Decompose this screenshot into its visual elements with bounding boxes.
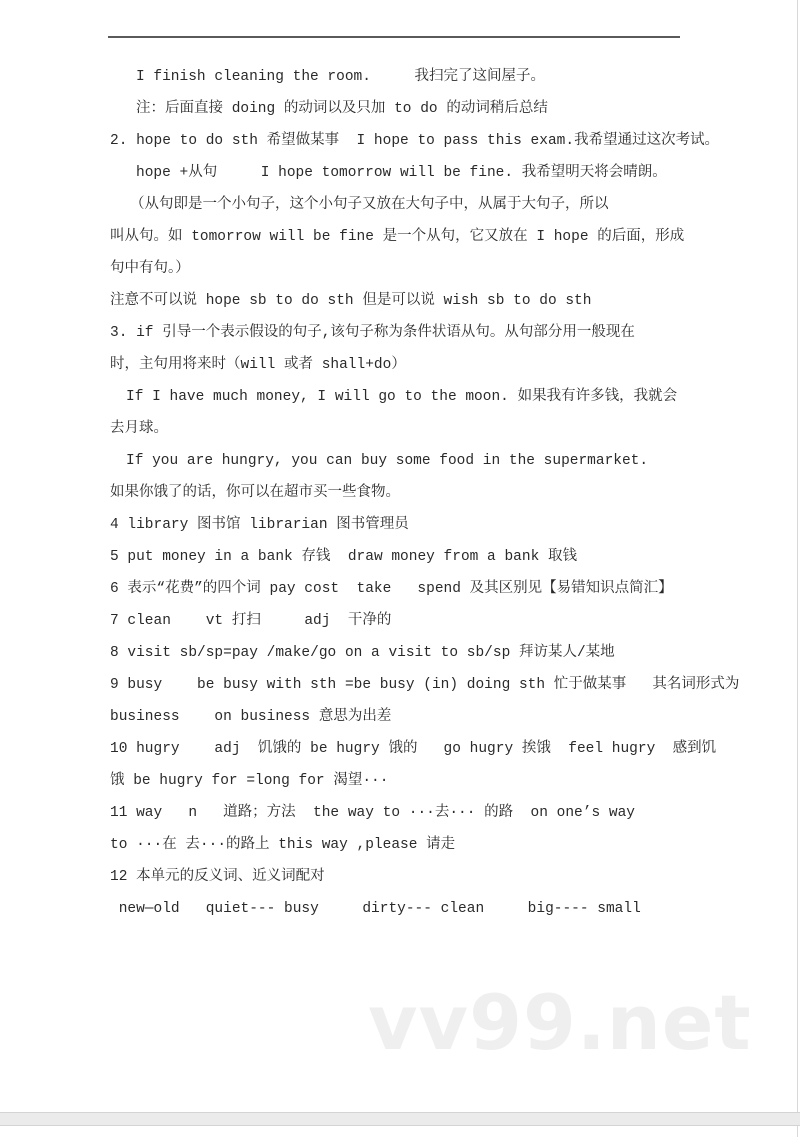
text-line-if-example-2: If you are hungry, you can buy some food in the supermarket. xyxy=(126,453,649,469)
text-line-clause-explanation-2: 叫从句。如 tomorrow will be fine 是一个从句，它又放在 I hope 的后面，形成 xyxy=(110,229,685,245)
next-page-edge xyxy=(0,1126,798,1137)
text-line-item-6-spend: 6 表示“花费”的四个词 pay cost take spend 及其区别见【易错知识点简汇】 xyxy=(110,581,673,597)
text-line-item-9-business: business on business 意思为出差 xyxy=(110,709,392,725)
document-body xyxy=(110,64,740,928)
text-line-antonym-pairs: new—old quiet--- busy dirty--- clean big---- small xyxy=(110,901,641,917)
text-line-clause-explanation-3: 句中有句。） xyxy=(110,261,190,277)
text-line-item-2-hope: 2. hope to do sth 希望做某事 I hope to pass this exam.我希望通过这次考试。 xyxy=(110,133,720,149)
text-line-item-12-antonyms: 12 本单元的反义词、近义词配对 xyxy=(110,869,325,885)
text-line-item-4-library: 4 library 图书馆 librarian 图书管理员 xyxy=(110,517,409,533)
text-line-clause-explanation-1: （从句即是一个小句子，这个小句子又放在大句子中，从属于大句子，所以 xyxy=(130,197,609,213)
text-line-item-9-busy: 9 busy be busy with sth =be busy (in) doing sth 忙于做某事 其名词形式为 xyxy=(110,677,740,693)
text-line-item-3-if: 3. if 引导一个表示假设的句子,该句子称为条件状语从句。从句部分用一般现在 xyxy=(110,325,635,341)
text-line-note: 注：后面直接 doing 的动词以及只加 to do 的动词稍后总结 xyxy=(136,101,548,117)
text-line-hope-clause: hope +从句 I hope tomorrow will be fine. 我希望明天将会晴朗。 xyxy=(136,165,667,181)
text-line-hope-wish-note: 注意不可以说 hope sb to do sth 但是可以说 wish sb to do sth xyxy=(110,293,592,309)
text-line-if-example-1: If I have much money, I will go to the moon. 如果我有许多钱，我就会 xyxy=(126,389,678,405)
text-line-example-finish: I finish cleaning the room. 我扫完了这间屋子。 xyxy=(136,69,545,85)
header-rule xyxy=(108,36,680,38)
page-separator xyxy=(0,1112,800,1126)
text-line-item-10-hungry: 10 hugry adj 饥饿的 be hugry 饿的 go hugry 挨饿 feel hugry 感到饥 xyxy=(110,741,717,757)
text-line-item-11-way-cont: to ···在 去···的路上 this way ,please 请走 xyxy=(110,837,456,853)
watermark: vv99.net xyxy=(368,978,752,1067)
text-line-item-11-way: 11 way n 道路；方法 the way to ···去··· 的路 on one’s way xyxy=(110,805,635,821)
text-line-item-8-visit: 8 visit sb/sp=pay /make/go on a visit to sb/sp 拜访某人/某地 xyxy=(110,645,615,661)
text-line-if-tense: 时，主句用将来时（will 或者 shall+do） xyxy=(110,357,406,373)
text-line-item-7-clean: 7 clean vt 打扫 adj 干净的 xyxy=(110,613,392,629)
text-line-if-example-2-translation: 如果你饿了的话，你可以在超市买一些食物。 xyxy=(110,485,400,501)
text-line-if-example-1-cont: 去月球。 xyxy=(110,421,168,437)
text-line-item-5-money: 5 put money in a bank 存钱 draw money from a bank 取钱 xyxy=(110,549,577,565)
text-line-item-10-hungry-cont: 饿 be hugry for =long for 渴望··· xyxy=(110,773,389,789)
